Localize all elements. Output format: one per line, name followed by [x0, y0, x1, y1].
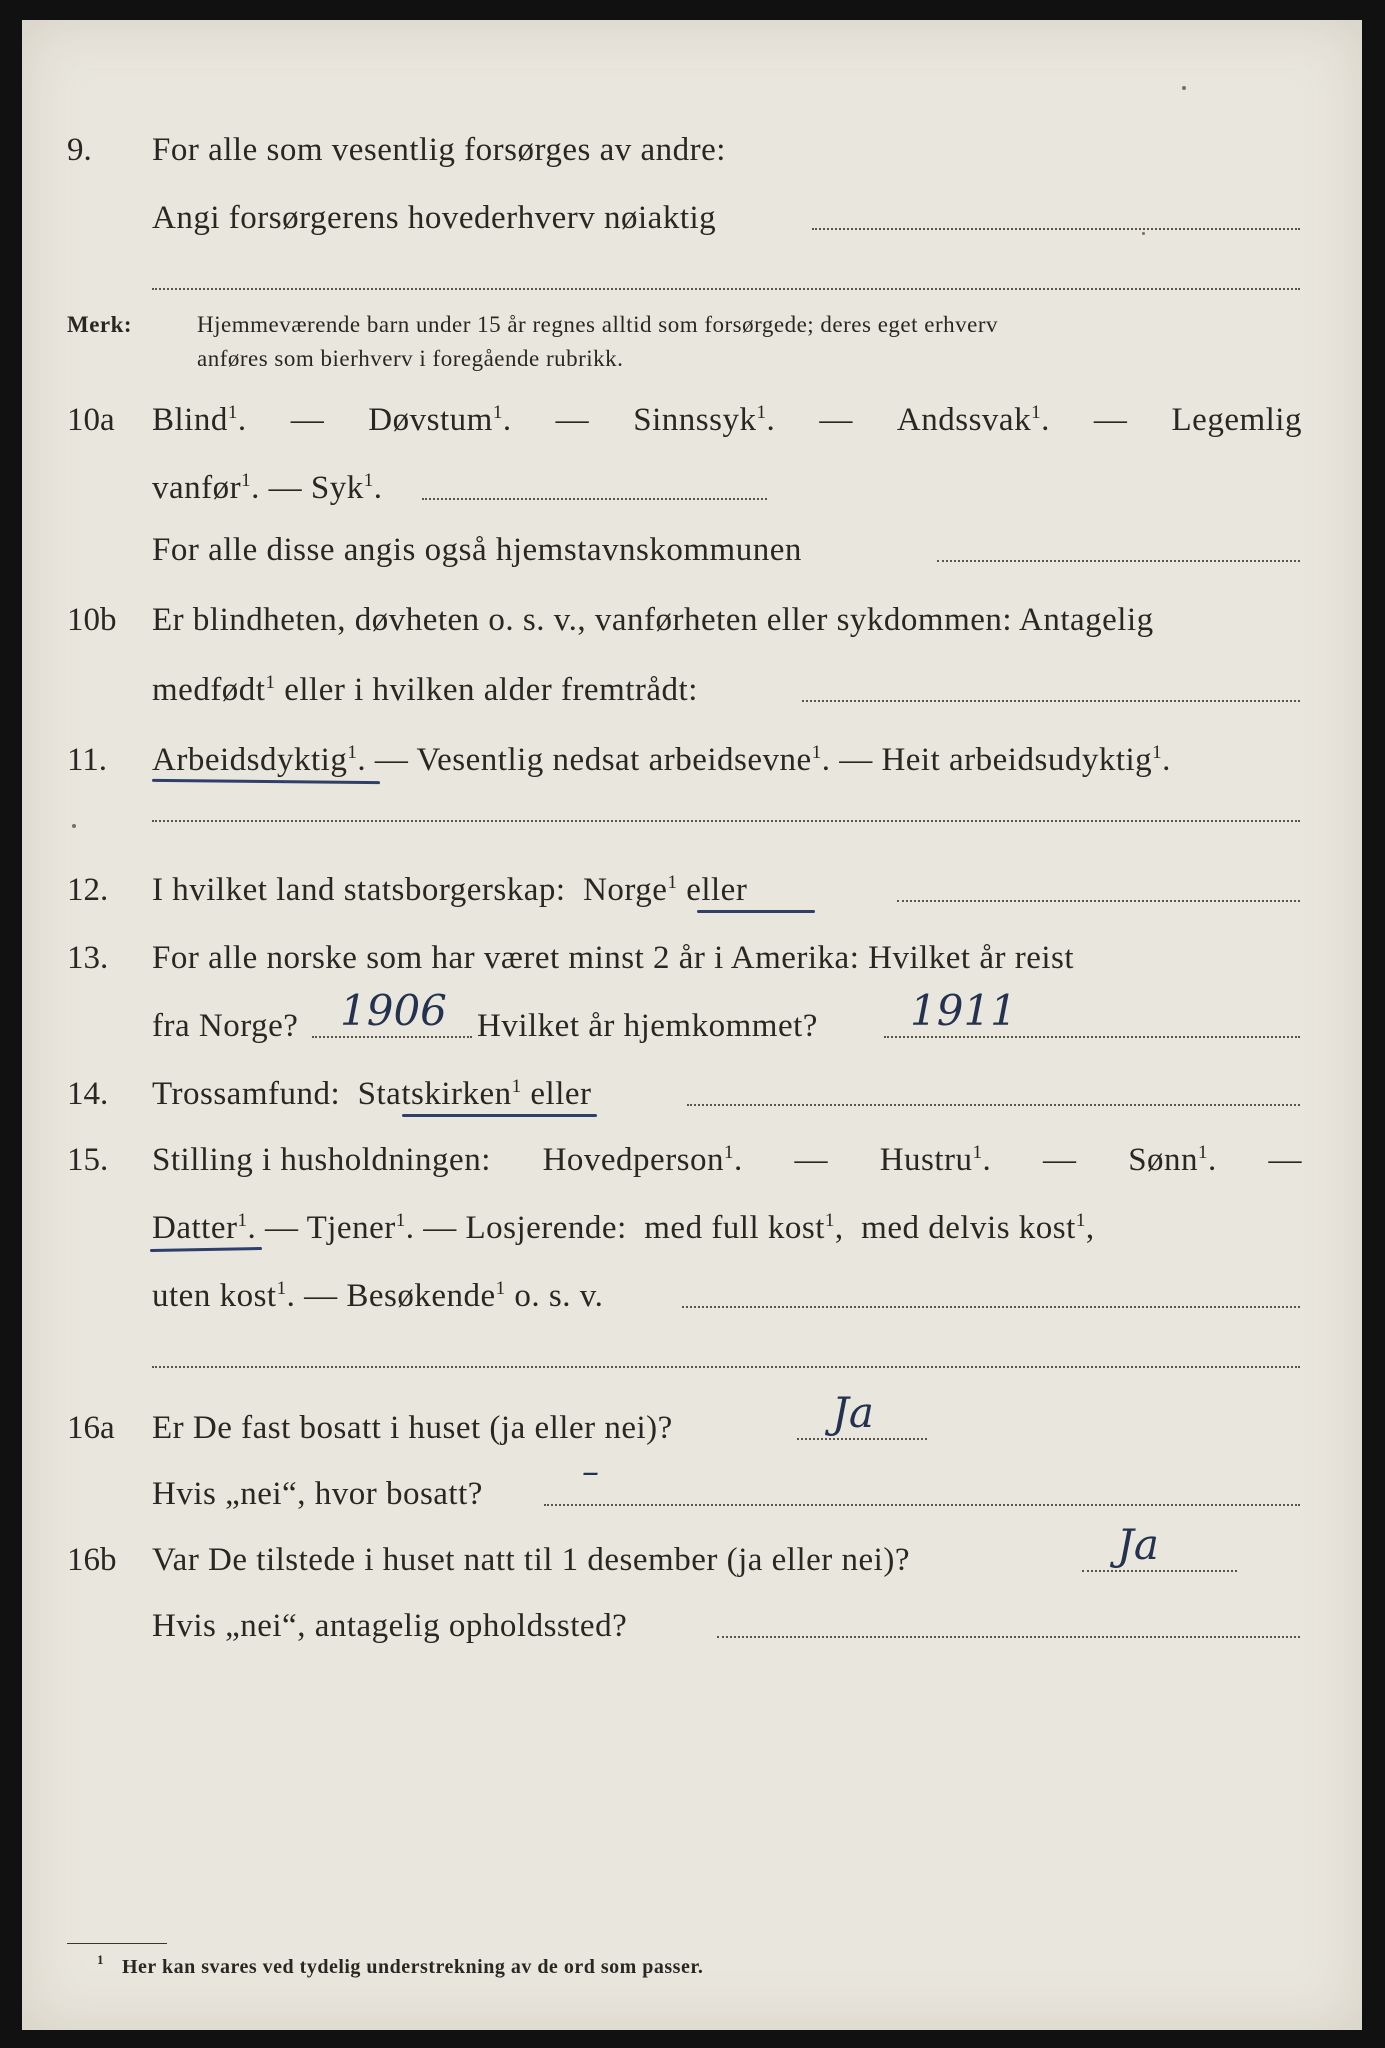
q16a-line1: Er De fast bosatt i huset (ja eller nei)? — [152, 1410, 673, 1446]
q11-number: 11. — [67, 742, 108, 778]
handwritten-year-returned: 1911 — [910, 986, 1017, 1035]
handwritten-dash-16a: – — [582, 1452, 599, 1492]
ink-speck — [1182, 86, 1186, 90]
q13-line1: For alle norske som har været minst 2 år i Amerika: Hvilket år reist — [152, 940, 1075, 976]
handwritten-year-left: 1906 — [340, 986, 447, 1035]
option-hovedperson: Hovedperson — [542, 1142, 725, 1178]
q9-answer-line-2 — [152, 288, 1300, 290]
q16a-answer-line — [797, 1438, 927, 1440]
q9-number: 9. — [67, 132, 92, 168]
q9-line2: Angi forsørgerens hovederhverv nøiaktig — [152, 200, 717, 236]
option-sonn: Sønn — [1128, 1142, 1199, 1178]
option-tjener: Tjener — [306, 1210, 396, 1246]
q14-line: Trossamfund: Statskirken$^1$ eller — [152, 1076, 592, 1112]
option-med-delvis-kost: med delvis kost — [861, 1210, 1076, 1246]
q15-answer-line-2 — [152, 1366, 1300, 1368]
q15-answer-line — [682, 1306, 1300, 1308]
q10a-line2: vanfør$^1$. — Syk$^1$. — [152, 470, 383, 506]
q14-number: 14. — [67, 1076, 109, 1112]
q10a-line1: Blind$^1$. — Døvstum$^1$. — Sinnssyk$^1$. — Andssvak$^1$. — Legemlig — [152, 402, 1302, 438]
q10b-answer-line — [802, 700, 1300, 702]
option-norge: Norge — [583, 872, 668, 908]
ink-speck — [1142, 232, 1145, 235]
q16a-bosatt-answer-line — [544, 1504, 1300, 1506]
q16b-line1: Var De tilstede i huset natt til 1 desember (ja eller nei)? — [152, 1542, 910, 1578]
option-blind: Blind — [152, 402, 228, 438]
q10b-line2: medfødt$^1$ eller i hvilken alder fremtrådt: — [152, 672, 698, 708]
q13-hjemkommet: Hvilket år hjemkommet? — [477, 1008, 818, 1044]
q14-answer-line — [687, 1104, 1300, 1106]
underline-norge — [697, 910, 815, 913]
merk-line2: anføres som bierhverv i foregående rubrikk. — [197, 346, 624, 371]
underline-statskirken — [402, 1114, 597, 1117]
underline-datter — [150, 1247, 262, 1252]
option-andssvak: Andssvak — [896, 402, 1032, 438]
option-vanfor: vanfør — [152, 470, 242, 506]
q10a-hjemstavn-answer-line — [937, 560, 1300, 562]
q10a-line3: For alle disse angis også hjemstavnskommunen — [152, 532, 802, 568]
option-hustru: Hustru — [879, 1142, 973, 1178]
q11-answer-line — [152, 820, 1300, 822]
option-arbeidsdyktig: Arbeidsdyktig — [152, 742, 348, 778]
option-uten-kost: uten kost — [152, 1278, 277, 1314]
q16b-answer-line — [1082, 1570, 1237, 1572]
q12-number: 12. — [67, 872, 109, 908]
handwritten-answer-ja-16b: Ja — [1117, 1520, 1159, 1569]
q10a-number: 10a — [67, 402, 115, 438]
q10b-line1: Er blindheten, døvheten o. s. v., vanførheten eller sykdommen: Antagelig — [152, 602, 1154, 638]
option-datter: Datter — [152, 1210, 238, 1246]
handwritten-answer-ja-16a: Ja — [832, 1388, 874, 1437]
q10b-number: 10b — [67, 602, 117, 638]
q9-answer-line — [812, 228, 1300, 230]
q10a-syk-answer-line — [422, 498, 767, 500]
option-sinnssyk: Sinnssyk — [633, 402, 757, 438]
census-form-page — [22, 20, 1362, 2030]
q9-line1: For alle som vesentlig forsørges av andre: — [152, 132, 726, 168]
option-heit-arbeidsudyktig: Heit arbeidsudyktig — [881, 742, 1153, 778]
q11-line: Arbeidsdyktig$^1$. — Vesentlig nedsat arbeidsevne$^1$. — Heit arbeidsudyktig$^1$. — [152, 742, 1171, 778]
q16b-number: 16b — [67, 1542, 117, 1578]
option-legemlig: Legemlig — [1171, 402, 1302, 438]
q16a-number: 16a — [67, 1410, 115, 1446]
q15-line3: uten kost$^1$. — Besøkende$^1$ o. s. v. — [152, 1278, 604, 1314]
option-besokende: Besøkende — [346, 1278, 496, 1314]
footnote-mark: 1 — [97, 1952, 104, 1967]
option-vesentlig-nedsat: Vesentlig nedsat arbeidsevne — [416, 742, 812, 778]
q13-year-left-line — [312, 1036, 472, 1038]
q15-number: 15. — [67, 1142, 109, 1178]
q16b-line2: Hvis „nei“, antagelig opholdssted? — [152, 1608, 628, 1644]
footnote-rule — [67, 1943, 167, 1944]
merk-label: Merk: — [67, 312, 133, 337]
option-dovstum: Døvstum — [368, 402, 493, 438]
q15-line2: Datter$^1$. — Tjener$^1$. — Losjerende: med full kost$^1$, med delvis kost$^1$, — [152, 1210, 1095, 1246]
underline-arbeidsdyktig — [152, 779, 380, 784]
q13-number: 13. — [67, 940, 109, 976]
q16b-answer-line-2 — [717, 1636, 1300, 1638]
ink-speck — [72, 824, 76, 828]
merk-line1: Hjemmeværende barn under 15 år regnes alltid som forsørgede; deres eget erhverv — [197, 312, 998, 337]
option-syk: Syk — [310, 470, 364, 506]
footnote-text: Her kan svares ved tydelig understrekning av de ord som passer. — [122, 1956, 704, 1978]
q15-line1: Stilling i husholdningen: Hovedperson$^1$. — Hustru$^1$. — Sønn$^1$. — — [152, 1142, 1302, 1178]
q12-line: I hvilket land statsborgerskap: Norge$^1$ eller — [152, 872, 748, 908]
q12-answer-line — [897, 900, 1300, 902]
q16a-line2: Hvis „nei“, hvor bosatt? — [152, 1476, 483, 1512]
option-med-full-kost: med full kost — [644, 1210, 825, 1246]
option-statskirken: Statskirken — [357, 1076, 512, 1112]
q13-fra-norge: fra Norge? — [152, 1008, 299, 1044]
q13-year-returned-line — [884, 1036, 1300, 1038]
